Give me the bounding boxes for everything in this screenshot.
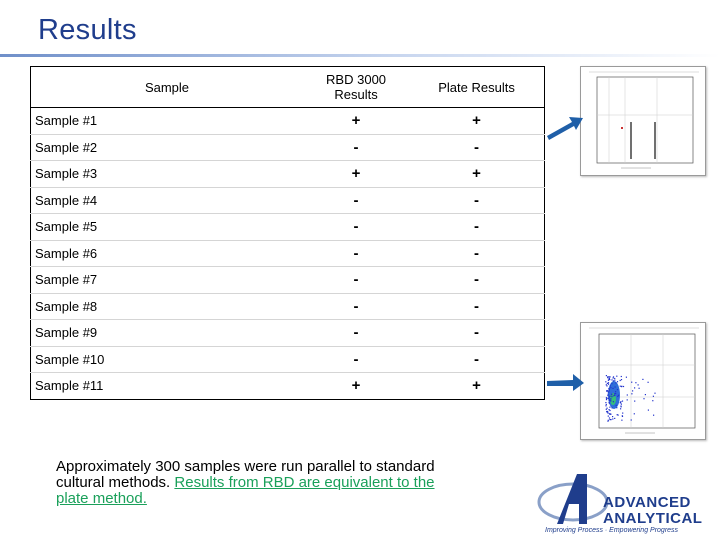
table-row	[31, 134, 545, 161]
plate-result-cell: -	[409, 267, 544, 294]
scatter-point	[615, 386, 616, 387]
scatter-point	[620, 380, 621, 381]
rbd-result-cell: -	[303, 134, 409, 161]
scatter-point	[634, 387, 635, 388]
sample-cell: Sample #8	[31, 293, 304, 320]
scatter-point	[605, 381, 606, 382]
rbd-result-cell: -	[303, 293, 409, 320]
table-row	[31, 161, 545, 188]
scatter-point	[613, 376, 614, 377]
rbd-result-cell: -	[303, 267, 409, 294]
scatter-point	[607, 395, 608, 396]
sample-cell: Sample #2	[31, 134, 304, 161]
sample-cell: Sample #11	[35, 378, 104, 394]
scatter-point	[609, 407, 610, 408]
scatter-point	[621, 379, 622, 380]
plate-result-cell: -	[409, 214, 544, 241]
scatter-point	[617, 396, 618, 397]
scatter-point	[614, 393, 615, 394]
scatter-point	[615, 391, 616, 392]
logo-tagline: Improving Process · Empowering Progress	[545, 527, 679, 534]
caption-highlight: Results from RBD are equivalent to the plate method.	[56, 474, 435, 507]
plate-result-cell: -	[409, 134, 544, 161]
table-row	[31, 214, 545, 241]
scatter-point	[610, 385, 611, 386]
plate-result-cell: -	[409, 187, 544, 214]
scatter-point	[607, 383, 608, 384]
sample-cell: Sample #9	[31, 320, 304, 347]
scatter-point	[653, 396, 654, 397]
scatter-point	[608, 391, 609, 392]
scatter-point	[608, 420, 609, 421]
scatter-point	[653, 415, 654, 416]
slide-title: Results	[38, 14, 137, 46]
scatter-point	[614, 378, 615, 379]
scatter-point	[639, 388, 640, 389]
scatter-point	[643, 398, 644, 399]
table-row	[31, 320, 545, 347]
plate-result-cell: -	[409, 320, 544, 347]
scatter-point	[635, 382, 636, 383]
scatter-point	[620, 408, 621, 409]
scatter-point	[617, 389, 618, 390]
scatter-point	[609, 399, 610, 400]
plot-2-chart	[581, 323, 705, 439]
plate-result-cell: +	[409, 108, 544, 135]
scatter-point	[611, 383, 612, 384]
scatter-point	[608, 382, 609, 383]
scatter-point	[631, 393, 632, 394]
negative-plate-plot	[580, 66, 706, 176]
table-row	[31, 240, 545, 267]
scatter-point	[609, 389, 610, 390]
scatter-point	[627, 394, 628, 395]
scatter-point	[642, 379, 643, 380]
sample-cell: Sample #6	[31, 240, 304, 267]
table-row	[31, 267, 545, 294]
scatter-point	[609, 377, 610, 378]
table-row	[31, 373, 545, 400]
scatter-point	[645, 394, 646, 395]
scatter-point	[614, 418, 615, 419]
scatter-point	[621, 404, 622, 405]
scatter-point	[606, 411, 607, 412]
scatter-point	[613, 401, 614, 402]
table-row	[31, 108, 545, 135]
scatter-point	[626, 377, 627, 378]
scatter-point	[620, 386, 621, 387]
scatter-point	[605, 402, 606, 403]
scatter-point	[634, 401, 635, 402]
scatter-point	[612, 388, 613, 389]
header-sample: Sample	[31, 67, 304, 108]
scatter-point	[631, 382, 632, 383]
scatter-point	[616, 405, 617, 406]
header-plate: Plate Results	[409, 67, 544, 108]
scatter-point	[608, 376, 609, 377]
rbd-result-cell: -	[303, 187, 409, 214]
rbd-result-cell: -	[303, 346, 409, 373]
positive-plate-plot	[580, 322, 706, 440]
scatter-point	[606, 385, 607, 386]
scatter-point	[616, 407, 617, 408]
plate-result-cell: -	[409, 346, 544, 373]
scatter-point	[610, 387, 611, 388]
plate-result-cell: +	[472, 377, 481, 395]
scatter-point	[606, 390, 607, 391]
scatter-point	[627, 399, 628, 400]
rbd-result-cell: +	[351, 377, 361, 395]
scatter-point	[638, 384, 639, 385]
rbd-result-cell: -	[303, 240, 409, 267]
plot-1-chart	[581, 67, 705, 175]
scatter-point	[622, 401, 623, 402]
scatter-point	[621, 376, 622, 377]
summary-caption	[56, 459, 456, 507]
plate-result-cell: +	[409, 161, 544, 188]
rbd-result-cell: +	[303, 161, 409, 188]
scatter-point	[634, 413, 635, 414]
scatter-point	[609, 414, 610, 415]
scatter-point	[623, 386, 624, 387]
header-rbd	[303, 67, 409, 108]
table-row	[31, 293, 545, 320]
scatter-point	[606, 404, 607, 405]
plot-1-point	[621, 127, 623, 129]
scatter-point	[612, 416, 613, 417]
scatter-point	[612, 418, 613, 419]
arrow-1-shape	[547, 117, 583, 140]
scatter-point	[608, 380, 609, 381]
header-rbd-line1: RBD 3000	[326, 72, 387, 87]
scatter-point	[609, 396, 610, 397]
arrow-to-plot-2	[545, 372, 585, 394]
sample-cell: Sample #7	[31, 267, 304, 294]
scatter-point	[607, 408, 608, 409]
logo-line-1: ADVANCED	[603, 494, 691, 511]
scatter-point	[606, 375, 607, 376]
scatter-point	[611, 396, 612, 397]
scatter-point	[621, 386, 622, 387]
scatter-point	[609, 417, 610, 418]
scatter-point	[609, 409, 610, 410]
table-header-row	[31, 67, 545, 108]
scatter-point	[617, 381, 618, 382]
scatter-point	[622, 413, 623, 414]
scatter-point	[606, 398, 607, 399]
rbd-result-cell: -	[303, 320, 409, 347]
scatter-point	[608, 394, 609, 395]
scatter-point	[609, 400, 610, 401]
table-row	[31, 346, 545, 373]
sample-cell: Sample #3	[31, 161, 304, 188]
plate-result-cell: -	[409, 240, 544, 267]
scatter-point	[613, 380, 614, 381]
scatter-point	[652, 400, 653, 401]
scatter-point	[611, 394, 612, 395]
caption-text: Approximately 300 samples were run parallel to standard cultural methods.	[56, 458, 435, 491]
sample-cell: Sample #1	[31, 108, 304, 135]
scatter-point	[608, 390, 609, 391]
plot-1-frame	[597, 77, 693, 163]
rbd-result-cell: -	[303, 214, 409, 241]
sample-cell: Sample #5	[31, 214, 304, 241]
scatter-point	[648, 382, 649, 383]
scatter-point	[606, 384, 607, 385]
logo-letter-a	[557, 474, 587, 524]
scatter-point	[614, 395, 615, 396]
scatter-point	[614, 380, 615, 381]
scatter-point	[631, 419, 632, 420]
scatter-point	[618, 395, 619, 396]
plate-result-cell: -	[409, 293, 544, 320]
scatter-point	[632, 390, 633, 391]
sample-cell: Sample #10	[31, 346, 304, 373]
scatter-point	[609, 419, 610, 420]
scatter-point	[612, 407, 613, 408]
scatter-point	[608, 398, 609, 399]
scatter-point	[616, 376, 617, 377]
scatter-point	[611, 379, 612, 380]
arrow-to-plot-1	[545, 112, 585, 146]
rbd-result-cell: +	[303, 108, 409, 135]
scatter-point	[608, 384, 609, 385]
title-divider	[0, 54, 720, 57]
scatter-point	[606, 399, 607, 400]
scatter-point	[621, 406, 622, 407]
scatter-point	[620, 401, 621, 402]
scatter-point	[606, 409, 607, 410]
scatter-point	[605, 405, 606, 406]
scatter-point	[654, 393, 655, 394]
scatter-point	[615, 393, 616, 394]
scatter-point	[622, 415, 623, 416]
scatter-point	[613, 377, 614, 378]
sample-cell: Sample #4	[31, 187, 304, 214]
header-rbd-line2: Results	[334, 87, 378, 102]
scatter-point	[610, 400, 611, 401]
scatter-point	[615, 382, 616, 383]
scatter-point	[648, 410, 649, 411]
scatter-point	[621, 420, 622, 421]
table-row	[31, 187, 545, 214]
scatter-point	[608, 416, 609, 417]
scatter-point	[608, 413, 609, 414]
scatter-point	[609, 403, 610, 404]
arrow-2-shape	[547, 374, 584, 391]
scatter-point	[617, 414, 618, 415]
logo-line-2: ANALYTICAL	[603, 510, 703, 527]
results-table	[30, 66, 545, 400]
